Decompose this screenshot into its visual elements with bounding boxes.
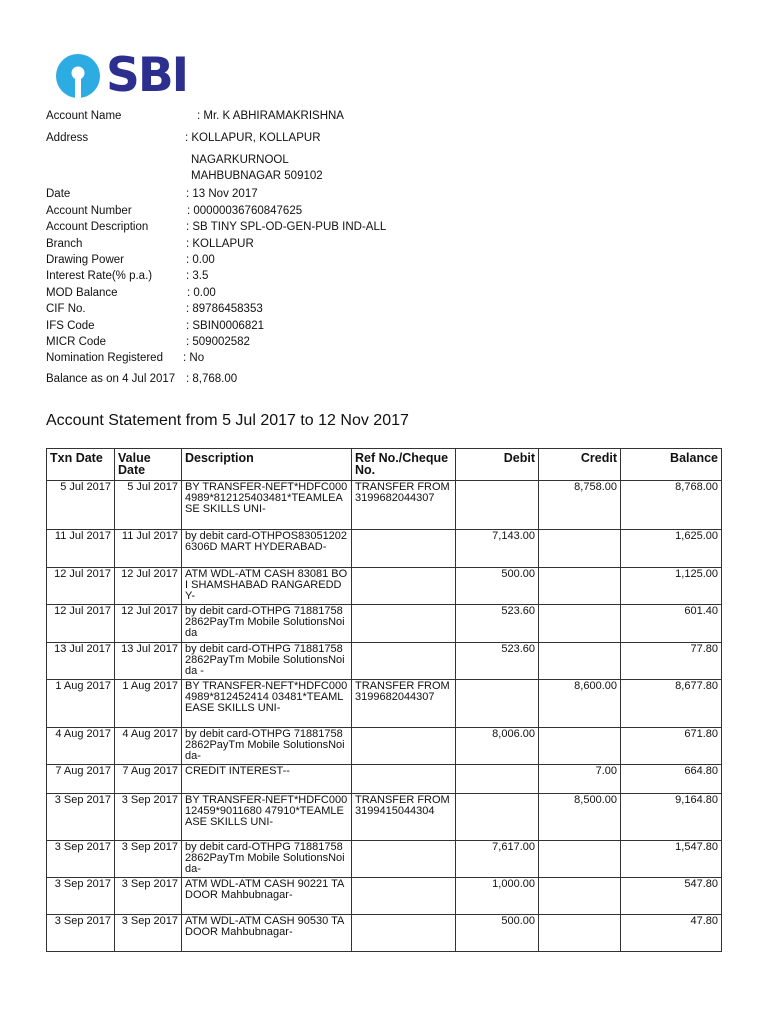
account-info-value: : No xyxy=(183,352,205,364)
cell-txn-date xyxy=(47,605,115,643)
cell-value-date xyxy=(115,568,182,605)
cell-value-date xyxy=(115,728,182,765)
cell-text: 547.80 xyxy=(684,879,718,890)
cell-text: 7,143.00 xyxy=(492,531,535,542)
account-info-value: : 8,768.00 xyxy=(186,373,238,385)
cell-text: 3 Sep 2017 xyxy=(54,795,111,806)
cell-txn-date xyxy=(47,841,115,878)
cell-ref-no xyxy=(352,530,456,568)
account-info-label: Account Description xyxy=(46,221,149,233)
cell-text: ATM WDL-ATM CASH 90221 TADOOR Mahbubnagar- xyxy=(185,879,345,901)
cell-value-date xyxy=(115,680,182,728)
account-info-label: Balance as on 4 Jul 2017 xyxy=(46,373,176,385)
cell-text: 671.80 xyxy=(684,729,718,740)
cell-balance xyxy=(621,878,722,915)
table-row xyxy=(47,605,722,643)
cell-txn-date xyxy=(47,568,115,605)
cell-text: CREDIT INTEREST-- xyxy=(185,766,290,777)
account-info-value: : 0.00 xyxy=(187,287,216,299)
cell-text: 4 Aug 2017 xyxy=(122,729,178,740)
cell-ref-no xyxy=(352,794,456,841)
cell-value-date xyxy=(115,605,182,643)
cell-debit xyxy=(456,568,539,605)
table-row xyxy=(47,680,722,728)
cell-txn-date xyxy=(47,765,115,794)
cell-text: 11 Jul 2017 xyxy=(54,531,111,542)
cell-value-date xyxy=(115,481,182,530)
cell-ref-no xyxy=(352,643,456,680)
cell-text: 500.00 xyxy=(501,569,535,580)
cell-credit xyxy=(539,728,621,765)
cell-debit xyxy=(456,765,539,794)
cell-credit xyxy=(539,568,621,605)
cell-text: 12 Jul 2017 xyxy=(54,606,111,617)
cell-value-date xyxy=(115,878,182,915)
cell-text: 7 Aug 2017 xyxy=(55,766,111,777)
cell-text: 8,600.00 xyxy=(574,681,617,692)
cell-text: ATM WDL-ATM CASH 83081 BOI SHAMSHABAD RANGAREDDY- xyxy=(185,569,348,602)
cell-txn-date xyxy=(47,728,115,765)
cell-text: by debit card-OTHPG 718817582862PayTm Mobile SolutionsNoida - xyxy=(185,644,345,677)
account-info-value: MAHBUBNAGAR 509102 xyxy=(191,170,323,182)
cell-credit xyxy=(539,915,621,952)
cell-balance xyxy=(621,915,722,952)
cell-ref-no xyxy=(352,841,456,878)
account-info-label: IFS Code xyxy=(46,320,95,332)
cell-text: 12 Jul 2017 xyxy=(121,569,178,580)
cell-value-date xyxy=(115,530,182,568)
header-balance: Balance xyxy=(621,449,722,481)
cell-balance xyxy=(621,568,722,605)
account-info-value: : SBIN0006821 xyxy=(186,320,265,332)
cell-text: 8,758.00 xyxy=(574,482,617,493)
account-info-value: : 0.00 xyxy=(186,254,215,266)
table-row xyxy=(47,728,722,765)
cell-balance xyxy=(621,643,722,680)
cell-txn-date xyxy=(47,643,115,680)
cell-description xyxy=(182,841,352,878)
cell-credit xyxy=(539,605,621,643)
cell-value-date xyxy=(115,794,182,841)
cell-text: 7 Aug 2017 xyxy=(122,766,178,777)
cell-credit xyxy=(539,765,621,794)
cell-text: 13 Jul 2017 xyxy=(54,644,111,655)
cell-debit xyxy=(456,530,539,568)
cell-text: BY TRANSFER-NEFT*HDFC00012459*9011680 47910*TEAMLEASE SKILLS UNI- xyxy=(185,795,348,828)
cell-description xyxy=(182,605,352,643)
statement-title: Account Statement from 5 Jul 2017 to 12 Nov 2017 xyxy=(46,412,409,429)
cell-text: 3 Sep 2017 xyxy=(54,879,111,890)
table-row xyxy=(47,568,722,605)
cell-text: 523.60 xyxy=(501,606,535,617)
cell-description xyxy=(182,680,352,728)
account-info-value: : 3.5 xyxy=(186,270,209,282)
cell-balance xyxy=(621,794,722,841)
cell-credit xyxy=(539,794,621,841)
cell-text: TRANSFER FROM 3199682044307 xyxy=(355,482,450,504)
cell-ref-no xyxy=(352,728,456,765)
account-info-label: Nomination Registered xyxy=(46,352,163,364)
cell-description xyxy=(182,765,352,794)
account-info-label: Account Name xyxy=(46,110,122,122)
cell-balance xyxy=(621,530,722,568)
cell-credit xyxy=(539,530,621,568)
cell-txn-date xyxy=(47,481,115,530)
cell-text: 12 Jul 2017 xyxy=(121,606,178,617)
cell-debit xyxy=(456,481,539,530)
cell-text: by debit card-OTHPOS830512026306D MART HYDERABAD- xyxy=(185,531,348,553)
cell-text: 77.80 xyxy=(690,644,718,655)
account-info-label: MICR Code xyxy=(46,336,107,348)
cell-txn-date xyxy=(47,878,115,915)
table-row xyxy=(47,765,722,794)
table-row xyxy=(47,841,722,878)
cell-text: 11 Jul 2017 xyxy=(121,531,178,542)
cell-text: 13 Jul 2017 xyxy=(121,644,178,655)
cell-text: 8,006.00 xyxy=(492,729,535,740)
cell-description xyxy=(182,728,352,765)
cell-credit xyxy=(539,643,621,680)
header-txn-date: Txn Date xyxy=(47,449,115,481)
cell-credit xyxy=(539,481,621,530)
cell-debit xyxy=(456,915,539,952)
cell-text: 500.00 xyxy=(501,916,535,927)
cell-text: 12 Jul 2017 xyxy=(54,569,111,580)
cell-ref-no xyxy=(352,481,456,530)
cell-ref-no xyxy=(352,878,456,915)
cell-text: 47.80 xyxy=(690,916,718,927)
cell-credit xyxy=(539,841,621,878)
cell-value-date xyxy=(115,643,182,680)
cell-text: 9,164.80 xyxy=(675,795,718,806)
account-info-value: : Mr. K ABHIRAMAKRISHNA xyxy=(197,110,344,122)
cell-debit xyxy=(456,794,539,841)
cell-text: 3 Sep 2017 xyxy=(54,916,111,927)
cell-text: 1,547.80 xyxy=(675,842,718,853)
account-info-value: : KOLLAPUR xyxy=(186,238,254,250)
cell-text: 664.80 xyxy=(684,766,718,777)
cell-ref-no xyxy=(352,915,456,952)
account-info-label: Branch xyxy=(46,238,83,250)
cell-credit xyxy=(539,878,621,915)
cell-debit xyxy=(456,878,539,915)
cell-text: 1 Aug 2017 xyxy=(122,681,178,692)
header-credit: Credit xyxy=(539,449,621,481)
cell-text: ATM WDL-ATM CASH 90530 TADOOR Mahbubnagar- xyxy=(185,916,345,938)
sbi-logo-text: SBI xyxy=(106,48,188,103)
cell-balance xyxy=(621,841,722,878)
cell-text: 8,500.00 xyxy=(574,795,617,806)
header-value-date: Value Date xyxy=(115,449,182,481)
cell-value-date xyxy=(115,841,182,878)
cell-text: TRANSFER FROM 3199682044307 xyxy=(355,681,450,703)
cell-description xyxy=(182,915,352,952)
cell-debit xyxy=(456,728,539,765)
cell-text: 3 Sep 2017 xyxy=(121,842,178,853)
cell-credit xyxy=(539,680,621,728)
cell-text: 7.00 xyxy=(595,766,617,777)
cell-ref-no xyxy=(352,605,456,643)
cell-text: BY TRANSFER-NEFT*HDFC0004989*812452414 03481*TEAMLEASE SKILLS UNI- xyxy=(185,681,348,714)
table-row xyxy=(47,530,722,568)
cell-balance xyxy=(621,481,722,530)
cell-text: 601.40 xyxy=(684,606,718,617)
header-description: Description xyxy=(182,449,352,481)
cell-description xyxy=(182,643,352,680)
cell-text: 1,625.00 xyxy=(675,531,718,542)
account-info-label: Interest Rate(% p.a.) xyxy=(46,270,153,282)
account-info-value: : KOLLAPUR, KOLLAPUR xyxy=(185,132,321,144)
table-row xyxy=(47,915,722,952)
account-info-label: Drawing Power xyxy=(46,254,124,266)
cell-balance xyxy=(621,765,722,794)
cell-text: 1,000.00 xyxy=(492,879,535,890)
cell-txn-date xyxy=(47,794,115,841)
cell-ref-no xyxy=(352,765,456,794)
cell-balance xyxy=(621,605,722,643)
account-info-value: : 509002582 xyxy=(186,336,250,348)
cell-text: 7,617.00 xyxy=(492,842,535,853)
cell-text: 1,125.00 xyxy=(675,569,718,580)
cell-text: by debit card-OTHPG 718817582862PayTm Mobile SolutionsNoida- xyxy=(185,729,345,762)
cell-balance xyxy=(621,680,722,728)
account-info-value: : 00000036760847625 xyxy=(187,205,303,217)
cell-text: 5 Jul 2017 xyxy=(60,482,111,493)
transactions-table xyxy=(46,448,722,952)
account-info-label: MOD Balance xyxy=(46,287,118,299)
sbi-logo xyxy=(54,48,188,103)
cell-text: TRANSFER FROM 3199415044304 xyxy=(355,795,450,817)
cell-value-date xyxy=(115,915,182,952)
table-row xyxy=(47,878,722,915)
header-ref-no: Ref No./Cheque No. xyxy=(352,449,456,481)
cell-debit xyxy=(456,643,539,680)
cell-text: 3 Sep 2017 xyxy=(121,795,178,806)
cell-text: 4 Aug 2017 xyxy=(55,729,111,740)
account-info-label: Address xyxy=(46,132,89,144)
header-debit: Debit xyxy=(456,449,539,481)
cell-text: 523.60 xyxy=(501,644,535,655)
cell-balance xyxy=(621,728,722,765)
cell-text: 3 Sep 2017 xyxy=(54,842,111,853)
cell-text: 3 Sep 2017 xyxy=(121,879,178,890)
cell-text: 5 Jul 2017 xyxy=(127,482,178,493)
cell-description xyxy=(182,878,352,915)
cell-debit xyxy=(456,605,539,643)
cell-text: by debit card-OTHPG 718817582862PayTm Mobile SolutionsNoida xyxy=(185,606,345,639)
table-row xyxy=(47,481,722,530)
cell-description xyxy=(182,568,352,605)
table-header-row xyxy=(47,449,722,481)
account-info-value: : 89786458353 xyxy=(186,303,263,315)
cell-text: 3 Sep 2017 xyxy=(121,916,178,927)
cell-ref-no xyxy=(352,680,456,728)
account-info-label: Account Number xyxy=(46,205,132,217)
cell-txn-date xyxy=(47,530,115,568)
cell-text: 8,768.00 xyxy=(675,482,718,493)
table-row xyxy=(47,794,722,841)
cell-txn-date xyxy=(47,915,115,952)
cell-ref-no xyxy=(352,568,456,605)
table-row xyxy=(47,643,722,680)
cell-description xyxy=(182,794,352,841)
account-info-label: CIF No. xyxy=(46,303,86,315)
cell-description xyxy=(182,530,352,568)
cell-debit xyxy=(456,841,539,878)
account-info-label: Date xyxy=(46,188,71,200)
cell-text: by debit card-OTHPG 718817582862PayTm Mobile SolutionsNoida- xyxy=(185,842,345,875)
cell-text: BY TRANSFER-NEFT*HDFC0004989*812125403481*TEAMLEASE SKILLS UNI- xyxy=(185,482,348,515)
cell-description xyxy=(182,481,352,530)
cell-text: 8,677.80 xyxy=(675,681,718,692)
cell-value-date xyxy=(115,765,182,794)
cell-txn-date xyxy=(47,680,115,728)
cell-text: 1 Aug 2017 xyxy=(55,681,111,692)
cell-debit xyxy=(456,680,539,728)
account-info-value: : SB TINY SPL-OD-GEN-PUB IND-ALL xyxy=(186,221,387,233)
account-info-value: NAGARKURNOOL xyxy=(191,154,289,166)
account-info-value: : 13 Nov 2017 xyxy=(186,188,258,200)
sbi-keyhole-icon xyxy=(54,52,102,100)
